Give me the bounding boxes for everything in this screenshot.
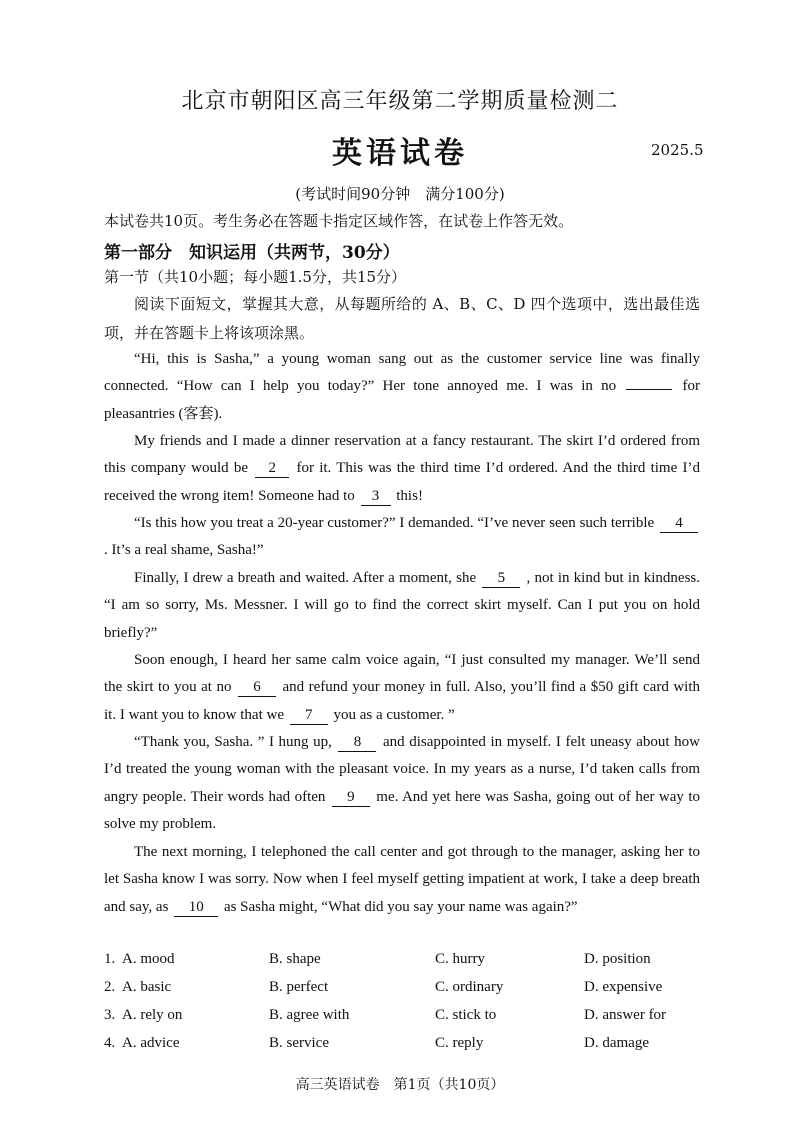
option-d: D. position <box>584 951 651 967</box>
passage-paragraph-6 <box>104 729 700 838</box>
passage-paragraph-1 <box>104 346 700 428</box>
passage-paragraph-7 <box>104 839 700 921</box>
blank-3: 3 <box>361 487 391 506</box>
option-b: B. perfect <box>269 979 329 995</box>
question-number: 3. <box>104 1007 116 1023</box>
question-number: 1. <box>104 951 116 967</box>
question-row <box>104 979 704 1003</box>
exam-date: 2025.5 <box>651 141 704 159</box>
passage-paragraph-3 <box>104 510 700 565</box>
passage-text: Soon enough, I heard her same calm voice again, “I just consulted my manager. We’ll send the skirt to you at no <box>104 652 700 696</box>
passage-text: and refund your money in full. Also, you’ll find a $50 gift card with it. I want you to know that we <box>104 679 700 723</box>
passage-text: as Sasha might, “What did you say your name was again?” <box>223 898 578 915</box>
question-row <box>104 1035 704 1059</box>
blank-6: 6 <box>238 678 276 697</box>
passage-text: . It’s a real shame, Sasha!” <box>104 542 264 559</box>
passage-text: The next morning, I telephoned the call center and got through to the manager, asking her to let Sasha know I was sorry. Now when I feel myself getting impatient at work, I take a deep breath and say, as <box>104 844 700 915</box>
blank-7: 7 <box>290 706 328 725</box>
blank-5: 5 <box>482 569 520 588</box>
passage-text: for it. This was the third time I’d ordered. And the third time I’d received the wrong item! Someone had to <box>104 460 700 504</box>
option-d: D. damage <box>584 1035 649 1051</box>
passage-text: My friends and I made a dinner reservation at a fancy restaurant. The skirt I’d ordered from this company would be <box>104 433 700 477</box>
page-footer: 高三英语试卷 第1页（共10页） <box>295 1077 505 1093</box>
blank-9: 9 <box>332 788 370 807</box>
passage-text: for pleasantries (客套). <box>104 378 701 422</box>
question-row <box>104 951 704 975</box>
blank-8: 8 <box>338 733 376 752</box>
question-number: 2. <box>104 979 116 995</box>
blank-1 <box>626 389 672 390</box>
passage-text: Finally, I drew a breath and waited. After a moment, she <box>134 570 477 586</box>
option-b: B. shape <box>269 951 321 967</box>
passage-text: this! <box>396 487 423 504</box>
option-a: A. mood <box>122 951 175 967</box>
exam-info: (考试时间90分钟 满分100分) <box>295 185 505 203</box>
passage-text: me. And yet here was Sasha, going out of her way to solve my problem. <box>104 788 701 832</box>
option-c: C. ordinary <box>435 979 504 995</box>
option-c: C. stick to <box>435 1007 497 1023</box>
passage-text: “Thank you, Sasha. ” I hung up, <box>134 734 332 750</box>
blank-10: 10 <box>174 898 218 917</box>
exam-notice: 本试卷共10页。考生务必在答题卡指定区域作答，在试卷上作答无效。 <box>104 212 574 230</box>
passage-text: “Is this how you treat a 20-year customer?” I demanded. “I’ve never seen such terrible <box>134 515 655 531</box>
passage-paragraph-5 <box>104 647 700 729</box>
part-heading: 第一部分 知识运用（共两节，30分） <box>104 243 400 263</box>
passage-text: and disappointed in myself. I felt uneasy about how I’d treated the young woman with the pleasant voice. In my years as a nurse, I’d taken calls from angry people. Their words had often <box>104 734 700 805</box>
option-b: B. agree with <box>269 1007 350 1023</box>
option-d: D. answer for <box>584 1007 667 1023</box>
option-b: B. service <box>269 1035 329 1051</box>
blank-2: 2 <box>255 459 289 478</box>
option-a: A. advice <box>122 1035 180 1051</box>
option-a: A. rely on <box>122 1007 183 1023</box>
passage-text: “Hi, this is Sasha,” a young woman sang out as the customer service line was finally connected. “How can I help you today?” Her tone annoyed me. I was in no <box>104 351 700 395</box>
passage-text: you as a customer. ” <box>333 706 455 723</box>
exam-title: 北京市朝阳区高三年级第二学期质量检测二 <box>181 89 619 114</box>
option-a: A. basic <box>122 979 172 995</box>
section-heading: 第一节（共10小题；每小题1.5分，共15分） <box>104 268 407 286</box>
passage-text: , not in kind but in kindness. “I am so sorry, Ms. Messner. I will go to find the correct skirt myself. Can I put you on hold briefly?” <box>104 570 701 641</box>
question-number: 4. <box>104 1035 116 1051</box>
passage-paragraph-4 <box>104 565 700 647</box>
passage-paragraph-2 <box>104 428 700 510</box>
subject-title: 英语试卷 <box>332 136 468 171</box>
option-c: C. hurry <box>435 951 485 967</box>
question-row <box>104 1007 704 1031</box>
option-d: D. expensive <box>584 979 663 995</box>
instructions: 阅读下面短文，掌握其大意，从每题所给的 A、B、C、D 四个选项中，选出最佳选项，并在答题卡上将该项涂黑。 <box>104 295 700 342</box>
blank-4: 4 <box>660 514 698 533</box>
option-c: C. reply <box>435 1035 484 1051</box>
